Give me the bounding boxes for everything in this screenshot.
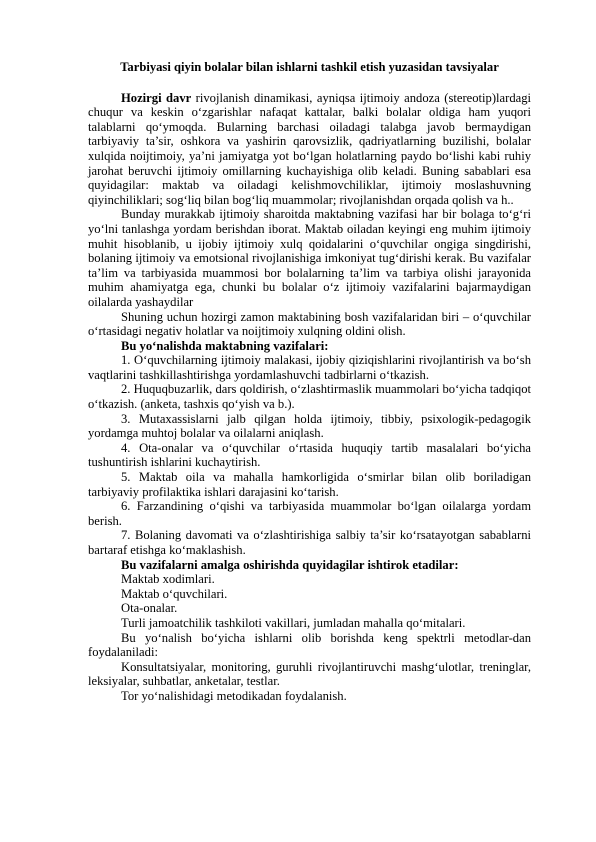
participants-heading: Bu vazifalarni amalga oshirishda quyidagilar ishtirok etadilar: <box>121 557 459 572</box>
participant-item: Ota-onalar. <box>121 601 178 616</box>
task-item: 7. Bolaning davomati va o‘zlashtirishiga salbiy ta’sir ko‘rsatayotgan sabablarni bartaraf etishga ko‘maklashish. <box>88 528 531 557</box>
participant-item: Turli jamoatchilik tashkiloti vakillari, jumladan mahalla qo‘mitalari. <box>121 615 466 630</box>
closing-paragraph: Bu yo‘nalish bo‘yicha ishlarni olib borishda keng spektrli metodlar-dan foydalaniladi: <box>88 630 531 660</box>
closing-paragraph: Konsultatsiyalar, monitoring, guruhli rivojlantiruvchi mashg‘ulotlar, treninglar, leksiyalar, suhbatlar, anketalar, testlar. <box>88 659 531 689</box>
intro-text: rivojlanish dinamikasi, ayniqsa ijtimoiy andoza (stereotip)lardagi chuqur va keskin o‘zgarishlar nafaqat kattalar, balki bolalar oldiga ham yuqori talablarni qo‘ymoqda. Bularning barchasi oiladagi talabga javob bermaydigan tarbiyaviy ta’sir, oshkora va yashirin qarovsizlik, qadriyatlarning buzilishi, bolalar xulqida noijtimoiy, ya’ni jamiyatga yot bo‘lgan holatlarning paydo bo‘lishi kabi ruhiy jarohat beruvchi ijtimoiy omillarning kuchayishiga olib keladi. Buning sabablari esa quyidagilar: maktab va oiladagi kelishmovchiliklar, ijtimoiy moslashuvning qiyinchiliklari; sog‘liq bilan bog‘liq muammolar; rivojlanishdan orqada qolish va h.. <box>88 90 531 207</box>
document-title: Tarbiyasi qiyin bolalar bilan ishlarni tashkil etish yuzasidan tavsiyalar <box>120 60 499 74</box>
document-page <box>88 60 531 704</box>
task-item: 2. Huquqbuzarlik, dars qoldirish, o‘zlashtirmaslik muammolari bo‘yicha tadqiqot o‘tkazish. (anketa, tashxis qo‘yish va b.). <box>88 382 531 412</box>
paragraph: Shuning uchun hozirgi zamon maktabining bosh vazifalaridan biri – o‘quvchilar o‘rtasidagi negativ holatlar va noijtimoiy xulqning oldini olish. <box>88 309 531 339</box>
paragraph: Bunday murakkab ijtimoiy sharoitda maktabning vazifasi har bir bolaga to‘g‘ri yo‘lni tanlashga yordam berishdan iborat. Maktab oiladan keyingi eng muhim ijtimoiy muhit hisoblanib, u ijobiy ijtimoiy xulq qoidalarini o‘quvchilar ongiga singdirishi, bolaning ijtimoiy va emotsional rivojlanishiga imkoniyat tug‘dirishi kerak. Bu vazifalar ta’lim va tarbiyasida muammosi bor bolalarning ta’lim va tarbiya olishi jarayonida muhim ahamiyatga ega, chunki bu bolalar o‘z ijtimoiy vazifalarini bajarmaydigan oilalarda yashaydilar <box>88 207 531 309</box>
task-item: 1. O‘quvchilarning ijtimoiy malakasi, ijobiy qiziqishlarini rivojlantirish va bo‘sh vaqtlarini tashkillashtirishga yordamlashuvchi tadbirlarni o‘tkazish. <box>88 353 531 382</box>
task-item: 3. Mutaxassislarni jalb qilgan holda ijtimoiy, tibbiy, psixologik-pedagogik yordamga muhtoj bolalar va oilalarni aniqlash. <box>88 411 531 441</box>
participant-item: Maktab o‘quvchilari. <box>121 586 228 601</box>
intro-lead: Hozirgi davr <box>121 90 192 105</box>
participant-item: Maktab xodimlari. <box>121 572 215 587</box>
task-item: 6. Farzandining o‘qishi va tarbiyasida muammolar bo‘lgan oilalarga yordam berish. <box>88 499 531 528</box>
task-item: 5. Maktab oila va mahalla hamkorligida o‘smirlar bilan olib boriladigan tarbiyaviy profilaktika ishlari darajasini ko‘tarish. <box>88 470 531 499</box>
tasks-heading: Bu yo‘nalishda maktabning vazifalari: <box>121 338 329 353</box>
closing-paragraph: Tor yo‘nalishidagi metodikadan foydalanish. <box>121 688 347 703</box>
task-item: 4. Ota-onalar va o‘quvchilar o‘rtasida huquqiy tartib masalalari bo‘yicha tushuntirish ishlarini kuchaytirish. <box>88 440 531 470</box>
intro-paragraph <box>88 91 531 208</box>
